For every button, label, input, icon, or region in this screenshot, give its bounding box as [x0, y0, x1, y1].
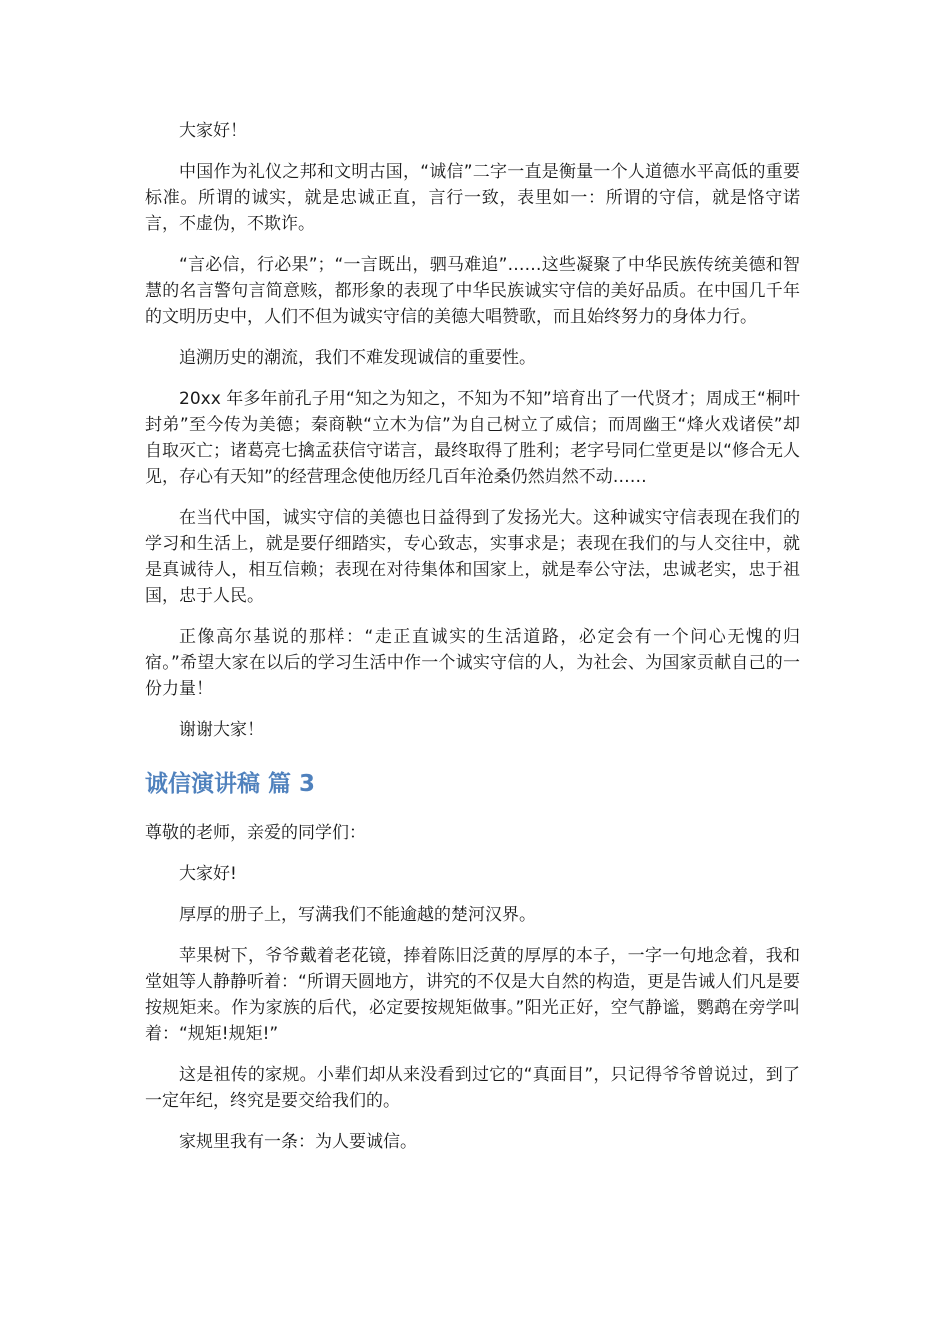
salutation: 尊敬的老师，亲爱的同学们： — [145, 823, 366, 843]
paragraph: 正像高尔基说的那样：“走正直诚实的生活道路，必定会有一个问心无愧的归宿。”希望大家在以后的学习生活中作一个诚实守信的人，为社会、为国家贡献自己的一份力量！ — [145, 627, 800, 699]
section-heading: 诚信演讲稿 篇 3 — [145, 771, 316, 797]
paragraph: 苹果树下，爷爷戴着老花镜，捧着陈旧泛黄的厚厚的本子，一字一句地念着，我和堂姐等人静静听着：“所谓天圆地方，讲究的不仅是大自然的构造，更是告诫人们凡是要按规矩来。作为家族的后代，必定要按规矩做事。”阳光正好，空气静谧，鹦鹉在旁学叫着：“规矩!规矩!” — [145, 946, 800, 1044]
paragraph: 20xx 年多年前孔子用“知之为知之，不知为不知”培育出了一代贤才；周成王“桐叶封弟”至今传为美德；秦商鞅“立木为信”为自己树立了威信；而周幽王“烽火戏诸侯”却自取灭亡；诸葛亮七擒孟获信守诺言，最终取得了胜利；老字号同仁堂更是以“修合无人见，存心有天知”的经营理念使他历经几百年沧桑仍然岿然不动…… — [145, 389, 800, 487]
paragraph: 在当代中国，诚实守信的美德也日益得到了发扬光大。这种诚实守信表现在我们的学习和生活上，就是要仔细踏实，专心致志，实事求是；表现在我们的与人交往中，就是真诚待人，相互信赖；表现在对待集体和国家上，就是奉公守法，忠诚老实，忠于祖国，忠于人民。 — [145, 508, 800, 606]
paragraph: 谢谢大家！ — [179, 720, 264, 740]
paragraph: 大家好！ — [179, 121, 247, 141]
paragraph: 家规里我有一条：为人要诚信。 — [179, 1132, 417, 1152]
paragraph: 中国作为礼仪之邦和文明古国，“诚信”二字一直是衡量一个人道德水平高低的重要标准。所谓的诚实，就是忠诚正直，言行一致，表里如一：所谓的守信，就是恪守诺言，不虚伪，不欺诈。 — [145, 162, 800, 234]
paragraph: 大家好! — [179, 864, 237, 884]
paragraph: “言必信，行必果”；“一言既出，驷马难追”……这些凝聚了中华民族传统美德和智慧的名言警句言简意赅，都形象的表现了中华民族诚实守信的美好品质。在中国几千年的文明历史中，人们不但为诚实守信的美德大唱赞歌，而且始终努力的身体力行。 — [145, 255, 800, 327]
document-body — [145, 118, 800, 1170]
paragraph: 厚厚的册子上，写满我们不能逾越的楚河汉界。 — [179, 905, 536, 925]
paragraph: 这是祖传的家规。小辈们却从来没看到过它的“真面目”，只记得爷爷曾说过，到了一定年纪，终究是要交给我们的。 — [145, 1065, 800, 1111]
paragraph: 追溯历史的潮流，我们不难发现诚信的重要性。 — [179, 348, 536, 368]
